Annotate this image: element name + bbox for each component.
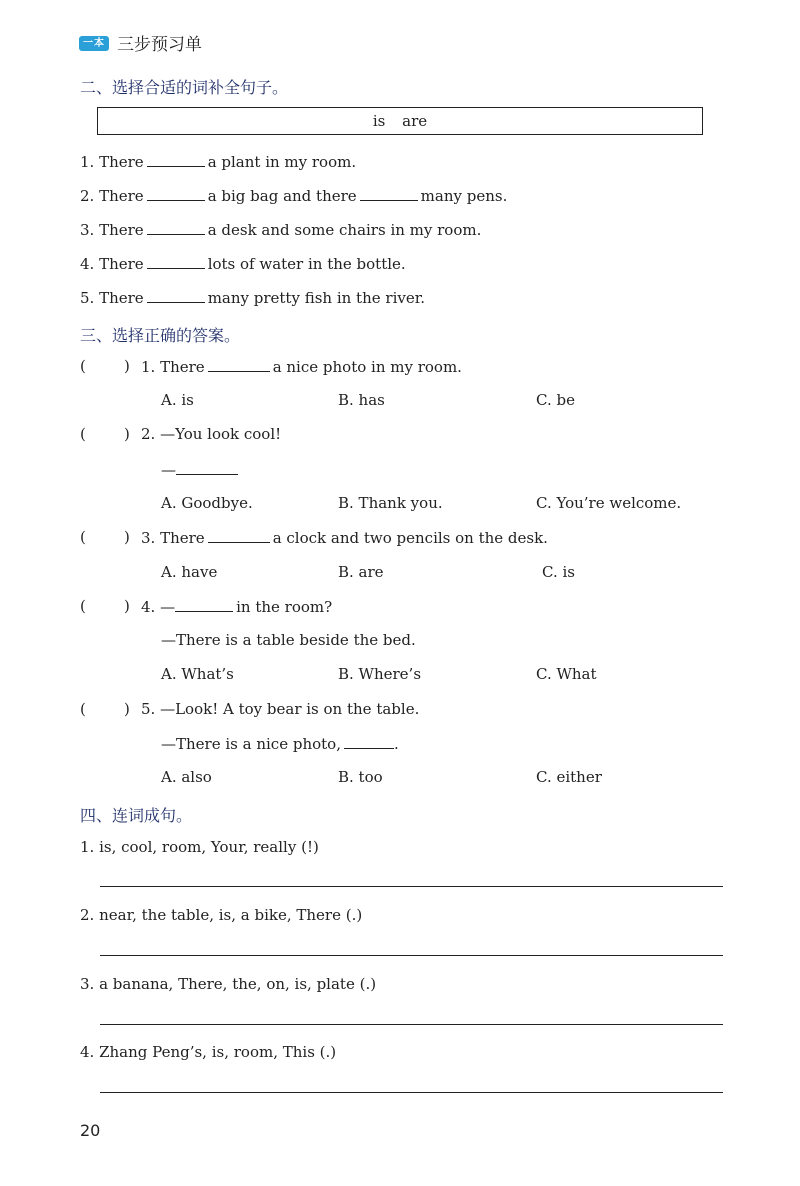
question-text: a nice photo in my room. xyxy=(272,358,462,376)
mc-question-3 xyxy=(141,528,548,547)
option-a[interactable]: A. also xyxy=(161,768,212,786)
answer-blank[interactable] xyxy=(360,186,418,201)
option-b[interactable]: B. has xyxy=(338,391,385,409)
item-number: 4. xyxy=(80,1043,95,1061)
option-b[interactable]: B. are xyxy=(338,563,384,581)
option-b[interactable]: B. too xyxy=(338,768,383,786)
fill-item-4 xyxy=(80,254,406,273)
item-number: 5. xyxy=(80,289,95,307)
fill-item-5 xyxy=(80,288,425,307)
question-text: —Look! A toy bear is on the table. xyxy=(160,700,420,718)
item-number: 2. xyxy=(80,187,95,205)
item-text: lots of water in the bottle. xyxy=(207,255,406,273)
question-text: —You look cool! xyxy=(160,425,282,443)
answer-paren-right: ) xyxy=(124,425,130,443)
question-text: in the room? xyxy=(236,598,333,616)
dialogue-dash: — xyxy=(161,461,176,479)
item-text: There xyxy=(99,289,144,307)
item-text: many pens. xyxy=(420,187,508,205)
answer-blank[interactable] xyxy=(147,152,205,167)
mc-question-4-reply: —There is a table beside the bed. xyxy=(161,631,416,649)
scrambled-words: a banana, There, the, on, is, plate (.) xyxy=(99,975,377,993)
mc-question-5 xyxy=(141,700,419,718)
question-number: 3. xyxy=(141,529,156,547)
item-text: a big bag and there xyxy=(207,187,357,205)
option-a[interactable]: A. have xyxy=(161,563,218,581)
reorder-item-1 xyxy=(80,838,319,856)
answer-paren-right: ) xyxy=(124,700,130,718)
option-c[interactable]: C. You’re welcome. xyxy=(536,494,682,512)
answer-paren-left: ( xyxy=(80,425,86,443)
answer-paren-right: ) xyxy=(124,528,130,546)
option-a[interactable]: A. What’s xyxy=(161,665,234,683)
option-c[interactable]: C. either xyxy=(536,768,602,786)
question-number: 1. xyxy=(141,358,156,376)
item-text: many pretty fish in the river. xyxy=(207,289,426,307)
item-number: 4. xyxy=(80,255,95,273)
question-number: 2. xyxy=(141,425,156,443)
question-number: 4. xyxy=(141,598,156,616)
answer-paren-right: ) xyxy=(124,357,130,375)
page-header-title: 三步预习单 xyxy=(117,35,202,55)
fill-item-2 xyxy=(80,186,507,205)
answer-paren-left: ( xyxy=(80,700,86,718)
answer-paren-left: ( xyxy=(80,528,86,546)
question-number: 5. xyxy=(141,700,156,718)
item-text: There xyxy=(99,255,144,273)
brand-logo: 一本 xyxy=(79,36,109,51)
option-a[interactable]: A. is xyxy=(161,391,194,409)
answer-blank[interactable] xyxy=(176,460,238,475)
answer-paren-right: ) xyxy=(124,597,130,615)
page-number: 20 xyxy=(80,1121,101,1140)
word-bank-item: is xyxy=(372,112,386,130)
item-number: 2. xyxy=(80,906,95,924)
word-bank xyxy=(97,107,703,135)
dialogue-dash: — xyxy=(160,598,176,616)
reorder-item-3 xyxy=(80,975,376,993)
section-4-title: 四、连词成句。 xyxy=(80,806,193,825)
mc-question-4 xyxy=(141,597,332,616)
word-bank-item: are xyxy=(402,112,428,130)
item-text: a desk and some chairs in my room. xyxy=(207,221,482,239)
reorder-item-4 xyxy=(80,1043,336,1061)
answer-paren-left: ( xyxy=(80,357,86,375)
option-b[interactable]: B. Where’s xyxy=(338,665,422,683)
item-number: 1. xyxy=(80,838,95,856)
answer-line[interactable] xyxy=(100,955,723,956)
answer-line[interactable] xyxy=(100,1092,723,1093)
answer-blank[interactable] xyxy=(344,734,394,749)
item-text: There xyxy=(99,153,144,171)
item-text: There xyxy=(99,187,144,205)
mc-question-1 xyxy=(141,357,462,376)
option-b[interactable]: B. Thank you. xyxy=(338,494,443,512)
scrambled-words: near, the table, is, a bike, There (.) xyxy=(99,906,363,924)
option-c[interactable]: C. What xyxy=(536,665,597,683)
question-text: . xyxy=(393,735,399,753)
reorder-item-2 xyxy=(80,906,362,924)
answer-line[interactable] xyxy=(100,886,723,887)
item-number: 1. xyxy=(80,153,95,171)
option-a[interactable]: A. Goodbye. xyxy=(161,494,253,512)
section-3-title: 三、选择正确的答案。 xyxy=(80,326,241,345)
question-text: —There is a nice photo, xyxy=(161,735,341,753)
question-text: a clock and two pencils on the desk. xyxy=(272,529,548,547)
scrambled-words: Zhang Peng’s, is, room, This (.) xyxy=(99,1043,337,1061)
answer-paren-left: ( xyxy=(80,597,86,615)
fill-item-3 xyxy=(80,220,481,239)
scrambled-words: is, cool, room, Your, really (!) xyxy=(99,838,319,856)
answer-blank[interactable] xyxy=(147,186,205,201)
answer-blank[interactable] xyxy=(147,254,205,269)
answer-blank[interactable] xyxy=(208,528,270,543)
item-number: 3. xyxy=(80,975,95,993)
mc-question-2 xyxy=(141,425,281,443)
item-text: a plant in my room. xyxy=(207,153,357,171)
answer-line[interactable] xyxy=(100,1024,723,1025)
question-text: There xyxy=(160,358,205,376)
question-text: There xyxy=(160,529,205,547)
mc-question-2-reply xyxy=(161,460,241,479)
item-number: 3. xyxy=(80,221,95,239)
option-c[interactable]: C. is xyxy=(542,563,575,581)
option-c[interactable]: C. be xyxy=(536,391,575,409)
item-text: There xyxy=(99,221,144,239)
section-2-title: 二、选择合适的词补全句子。 xyxy=(80,78,289,97)
answer-blank[interactable] xyxy=(175,597,233,612)
fill-item-1 xyxy=(80,152,356,171)
answer-blank[interactable] xyxy=(147,288,205,303)
answer-blank[interactable] xyxy=(208,357,270,372)
answer-blank[interactable] xyxy=(147,220,205,235)
mc-question-5-reply xyxy=(161,734,399,753)
